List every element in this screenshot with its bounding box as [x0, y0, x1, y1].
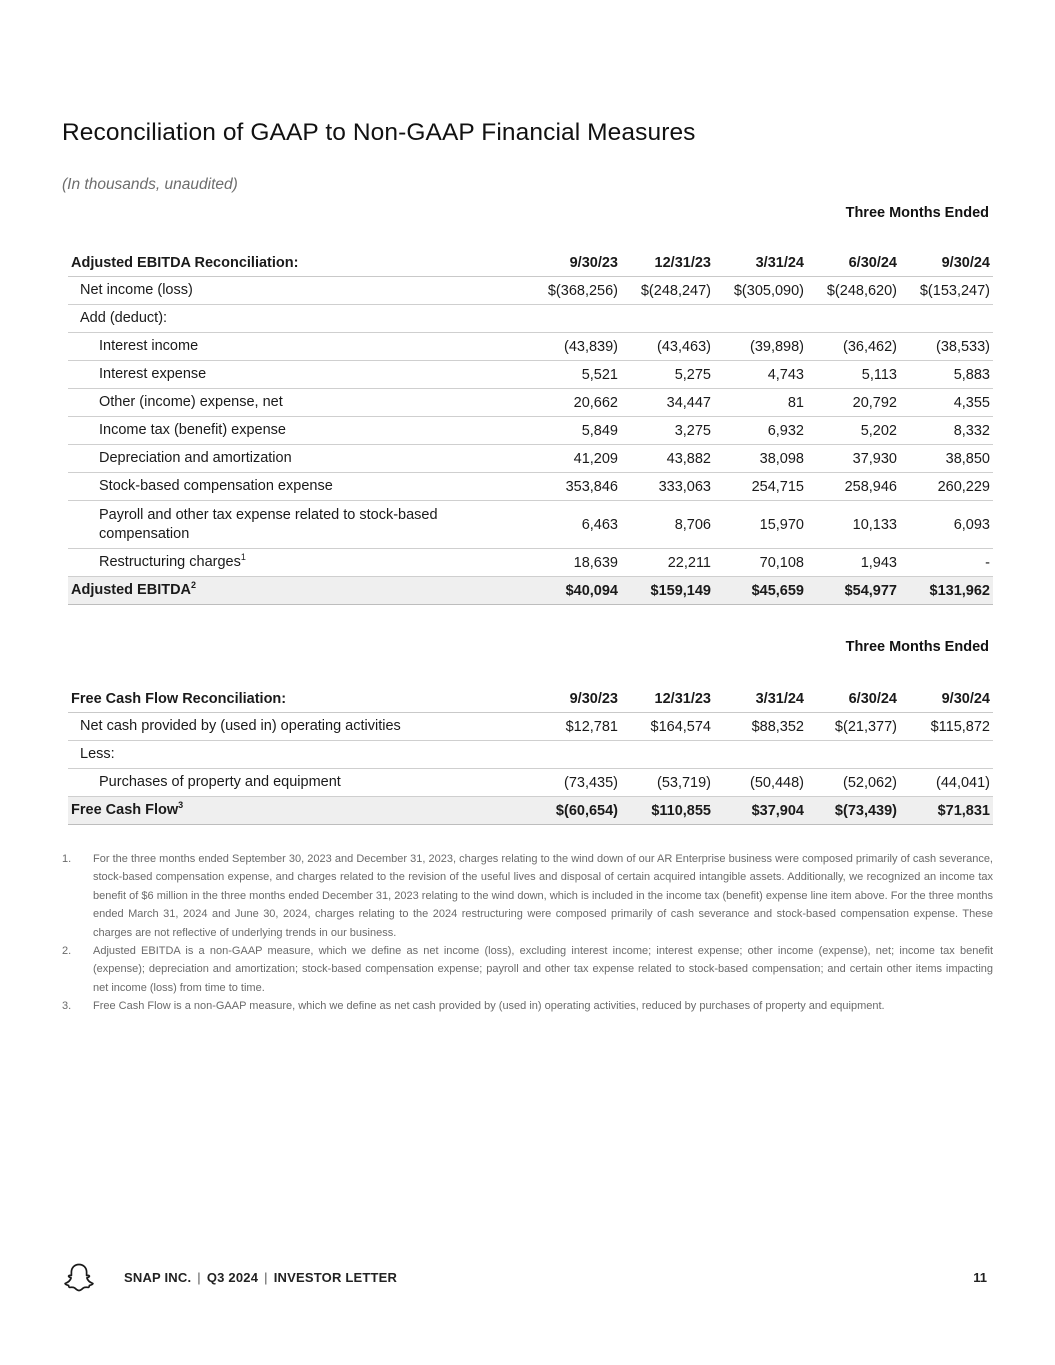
cell: $(248,247): [621, 277, 714, 305]
cell: 353,846: [528, 473, 621, 501]
cell: [714, 305, 807, 333]
cell: $(73,439): [807, 797, 900, 825]
row-label: Net cash provided by (used in) operating activities: [68, 713, 528, 741]
footnote: [62, 942, 993, 997]
cell: (43,463): [621, 333, 714, 361]
footer-text: [124, 1270, 397, 1285]
fcf-period-header: Three Months Ended: [845, 639, 989, 655]
footnote-ref: 3: [178, 800, 184, 811]
cell: 5,849: [528, 417, 621, 445]
fcf-heading: Free Cash Flow Reconciliation:: [68, 677, 528, 713]
cell: $88,352: [714, 713, 807, 741]
row-label: Interest expense: [68, 361, 528, 389]
row-label-text: Restructuring charges: [99, 554, 241, 570]
cell: 258,946: [807, 473, 900, 501]
cell: 8,332: [900, 417, 993, 445]
table-row: [68, 501, 993, 549]
cell: [528, 741, 621, 769]
footer-separator: |: [197, 1270, 201, 1285]
cell: 5,521: [528, 361, 621, 389]
cell: $54,977: [807, 577, 900, 605]
ebitda-header-row: [68, 241, 993, 277]
cell: 260,229: [900, 473, 993, 501]
total-row: [68, 577, 993, 605]
fcf-header-row: [68, 677, 993, 713]
cell: 15,970: [714, 501, 807, 549]
row-label: Depreciation and amortization: [68, 445, 528, 473]
cell: -: [900, 549, 993, 577]
cell: 8,706: [621, 501, 714, 549]
cell: $12,781: [528, 713, 621, 741]
row-label: Add (deduct):: [68, 305, 528, 333]
cell: $(305,090): [714, 277, 807, 305]
footnote-number: 2.: [62, 945, 72, 958]
cell: $(248,620): [807, 277, 900, 305]
cell: 41,209: [528, 445, 621, 473]
column-header: 9/30/23: [528, 241, 621, 277]
column-header: 12/31/23: [621, 241, 714, 277]
table-row: [68, 741, 993, 769]
row-label: Income tax (benefit) expense: [68, 417, 528, 445]
cell: $(60,654): [528, 797, 621, 825]
cell: [807, 305, 900, 333]
total-label: [68, 577, 528, 605]
page-footer: [62, 1262, 993, 1294]
cell: 1,943: [807, 549, 900, 577]
table-row: [68, 389, 993, 417]
cell: $115,872: [900, 713, 993, 741]
cell: [807, 741, 900, 769]
column-header: 9/30/23: [528, 677, 621, 713]
footnote: [62, 997, 993, 1015]
ghost-icon: [62, 1262, 96, 1294]
row-label: Purchases of property and equipment: [68, 769, 528, 797]
cell: 4,355: [900, 389, 993, 417]
cell: 20,792: [807, 389, 900, 417]
cell: [621, 741, 714, 769]
cell: 20,662: [528, 389, 621, 417]
table-row: [68, 333, 993, 361]
total-label: [68, 797, 528, 825]
cell: 81: [714, 389, 807, 417]
row-label: Interest income: [68, 333, 528, 361]
cell: 18,639: [528, 549, 621, 577]
table-row: [68, 277, 993, 305]
column-header: 6/30/24: [807, 677, 900, 713]
row-label: Other (income) expense, net: [68, 389, 528, 417]
footer-company: SNAP INC.: [124, 1270, 192, 1285]
cell: 37,930: [807, 445, 900, 473]
total-label-text: Free Cash Flow: [71, 802, 179, 818]
column-header: 3/31/24: [714, 677, 807, 713]
footnote-number: 1.: [62, 853, 72, 865]
page-number: 11: [973, 1270, 987, 1285]
fcf-table: [68, 677, 993, 825]
page-title: Reconciliation of GAAP to Non-GAAP Financial Measures: [62, 119, 696, 146]
cell: $159,149: [621, 577, 714, 605]
footnotes: [62, 850, 993, 1016]
cell: $45,659: [714, 577, 807, 605]
cell: $(368,256): [528, 277, 621, 305]
cell: 254,715: [714, 473, 807, 501]
cell: 3,275: [621, 417, 714, 445]
cell: 22,211: [621, 549, 714, 577]
footer-doc: INVESTOR LETTER: [273, 1270, 398, 1285]
cell: 6,463: [528, 501, 621, 549]
cell: $37,904: [714, 797, 807, 825]
footer-separator: |: [264, 1270, 268, 1285]
cell: 5,113: [807, 361, 900, 389]
table-row: [68, 473, 993, 501]
cell: $110,855: [621, 797, 714, 825]
column-header: 9/30/24: [900, 241, 993, 277]
table-row: [68, 417, 993, 445]
cell: (43,839): [528, 333, 621, 361]
footnote-ref: 1: [240, 552, 246, 563]
table-row: [68, 445, 993, 473]
cell: (39,898): [714, 333, 807, 361]
cell: 6,093: [900, 501, 993, 549]
footnote-text: Free Cash Flow is a non-GAAP measure, which we define as net cash provided by (used in) operating activities, reduced by purchases of property and equipment.: [93, 1000, 885, 1013]
cell: [528, 305, 621, 333]
cell: (36,462): [807, 333, 900, 361]
column-header: 6/30/24: [807, 241, 900, 277]
total-label-text: Adjusted EBITDA: [71, 582, 192, 598]
cell: 38,098: [714, 445, 807, 473]
cell: 38,850: [900, 445, 993, 473]
cell: [900, 741, 993, 769]
row-label: Net income (loss): [68, 277, 528, 305]
row-label: [68, 549, 528, 577]
cell: $71,831: [900, 797, 993, 825]
cell: 43,882: [621, 445, 714, 473]
cell: [900, 305, 993, 333]
cell: $164,574: [621, 713, 714, 741]
cell: 34,447: [621, 389, 714, 417]
footnote-text: For the three months ended September 30, 2023 and December 31, 2023, charges relating to the wind down of our AR Enterprise business were composed primarily of cash severance, stock-based compensation expense, and charges related to the revision of the useful lives and disposal of certain acquired intangible assets. Additionally, we recognized an income tax benefit of $6 million in the three months ended December 31, 2023 relating to the wind down, which is included in the income tax (benefit) expense line item above. For the three months ended March 31, 2024 and June 30, 2024, charges relating to the 2024 restructuring were composed primarily of cash severance and stock-based compensation expense. These charges are not reflective of underlying trends in our business.: [93, 853, 993, 939]
cell: 5,883: [900, 361, 993, 389]
cell: 10,133: [807, 501, 900, 549]
table-row: [68, 305, 993, 333]
cell: $(21,377): [807, 713, 900, 741]
ebitda-period-header: Three Months Ended: [845, 205, 989, 221]
total-row: [68, 797, 993, 825]
cell: 4,743: [714, 361, 807, 389]
row-label: Less:: [68, 741, 528, 769]
column-header: 12/31/23: [621, 677, 714, 713]
cell: $(153,247): [900, 277, 993, 305]
page-subtitle: (In thousands, unaudited): [62, 176, 238, 193]
ebitda-table: [68, 241, 993, 605]
cell: 70,108: [714, 549, 807, 577]
ebitda-heading: Adjusted EBITDA Reconciliation:: [68, 241, 528, 277]
cell: $131,962: [900, 577, 993, 605]
cell: (53,719): [621, 769, 714, 797]
footnote-ref: 2: [191, 580, 197, 591]
cell: [714, 741, 807, 769]
cell: (44,041): [900, 769, 993, 797]
cell: (38,533): [900, 333, 993, 361]
cell: 333,063: [621, 473, 714, 501]
cell: 6,932: [714, 417, 807, 445]
footnote-text: Adjusted EBITDA is a non-GAAP measure, which we define as net income (loss), excluding interest income; interest expense; other income (expense), net; income tax benefit (expense); depreciation and amortization; stock-based compensation expense; payroll and other tax expense related to stock-based compensation; and certain other items impacting net income (loss) from time to time.: [93, 945, 993, 994]
cell: (52,062): [807, 769, 900, 797]
table-row: [68, 549, 993, 577]
row-label: Payroll and other tax expense related to stock-based compensation: [68, 501, 528, 549]
table-row: [68, 361, 993, 389]
column-header: 9/30/24: [900, 677, 993, 713]
footer-quarter: Q3 2024: [206, 1270, 259, 1285]
footnote: [62, 850, 993, 942]
cell: [621, 305, 714, 333]
cell: 5,202: [807, 417, 900, 445]
footnote-number: 3.: [62, 1000, 72, 1013]
cell: $40,094: [528, 577, 621, 605]
table-row: [68, 769, 993, 797]
cell: (73,435): [528, 769, 621, 797]
cell: (50,448): [714, 769, 807, 797]
table-row: [68, 713, 993, 741]
cell: 5,275: [621, 361, 714, 389]
row-label: Stock-based compensation expense: [68, 473, 528, 501]
column-header: 3/31/24: [714, 241, 807, 277]
